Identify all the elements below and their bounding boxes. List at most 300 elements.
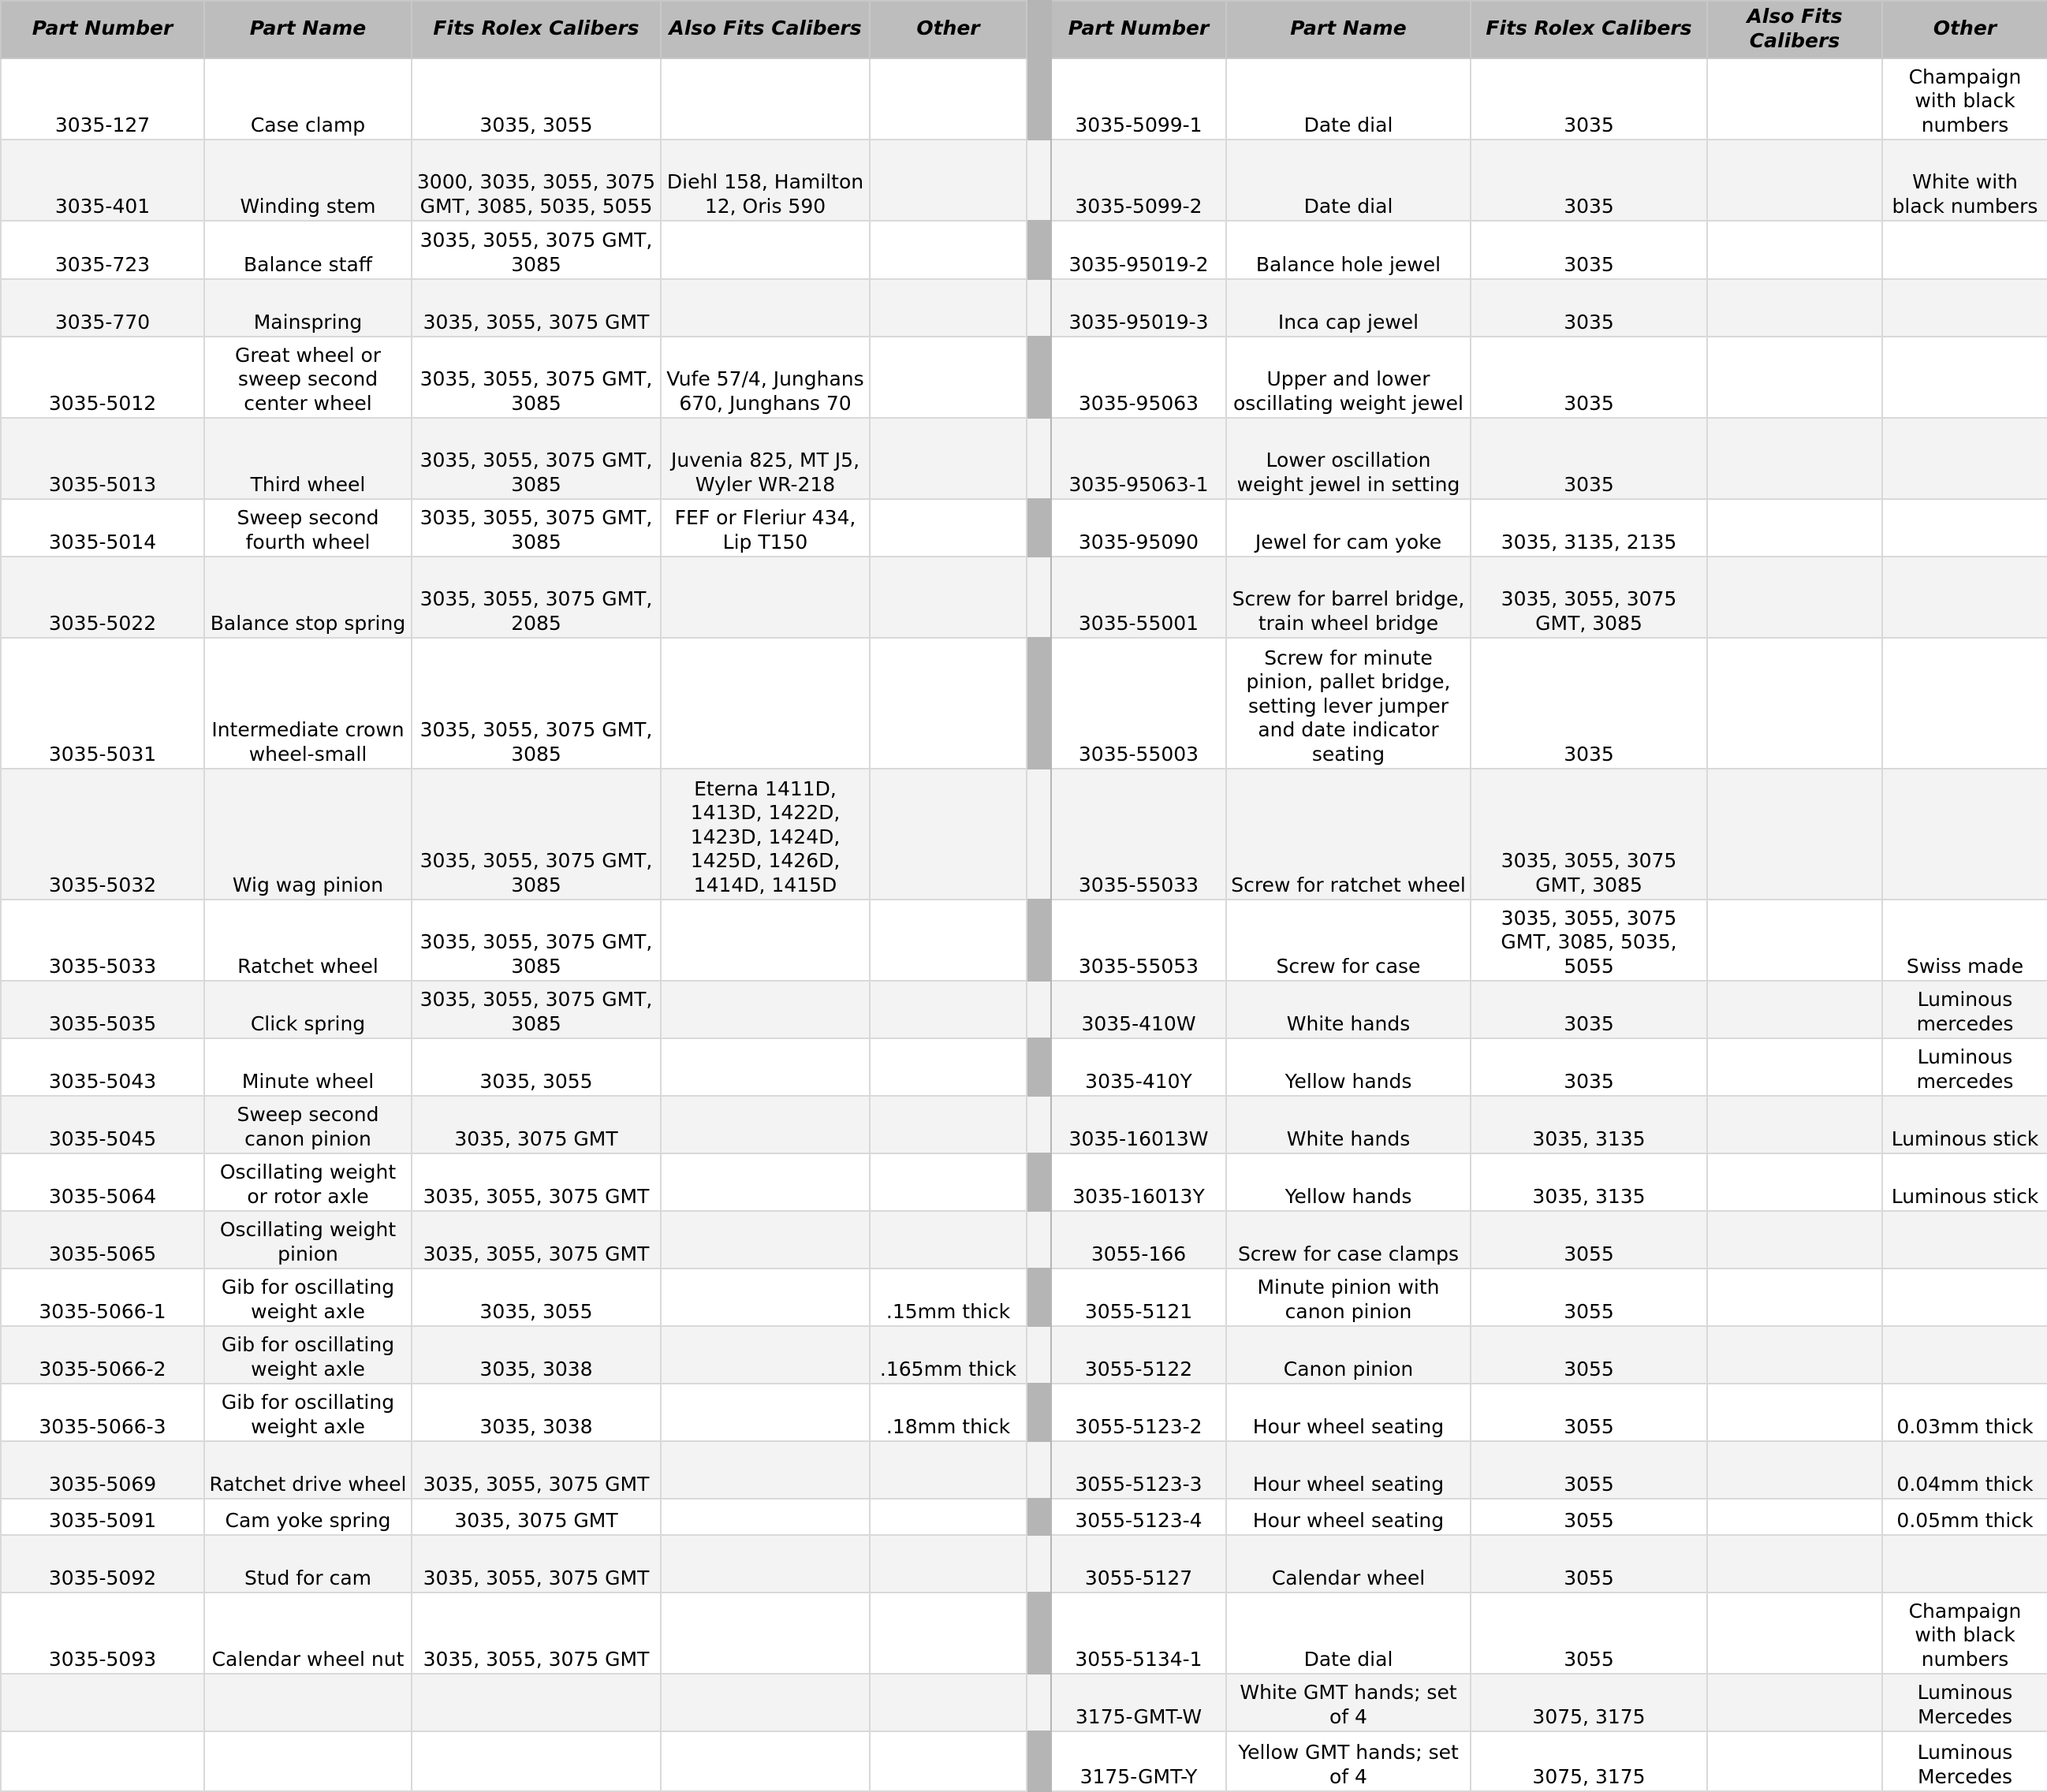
left-cell-also-fits-calibers[interactable]: FEF or Fleriur 434, Lip T150 [661, 499, 870, 557]
left-cell-part-number[interactable]: 3035-5022 [1, 557, 204, 638]
left-cell-fits-rolex-calibers[interactable]: 3035, 3055, 3075 GMT [412, 279, 661, 337]
right-cell-also-fits-calibers[interactable] [1707, 1535, 1882, 1593]
right-cell-fits-rolex-calibers[interactable]: 3055 [1471, 1499, 1707, 1535]
left-cell-fits-rolex-calibers[interactable]: 3035, 3055, 3075 GMT, 3085 [412, 337, 661, 418]
left-header-other[interactable]: Other [870, 1, 1027, 58]
left-cell-part-name[interactable]: Stud for cam [204, 1535, 412, 1593]
left-cell-part-number[interactable]: 3035-5043 [1, 1038, 204, 1096]
right-cell-fits-rolex-calibers[interactable]: 3055 [1471, 1269, 1707, 1326]
right-cell-part-name[interactable]: Inca cap jewel [1226, 279, 1471, 337]
right-cell-part-number[interactable]: 3035-55033 [1051, 769, 1226, 900]
left-cell-also-fits-calibers[interactable] [661, 1731, 870, 1791]
left-cell-part-name[interactable]: Great wheel or sweep second center wheel [204, 337, 412, 418]
right-cell-also-fits-calibers[interactable] [1707, 140, 1882, 221]
right-cell-fits-rolex-calibers[interactable]: 3035 [1471, 418, 1707, 499]
left-cell-also-fits-calibers[interactable] [661, 1269, 870, 1326]
left-cell-part-number[interactable]: 3035-5014 [1, 499, 204, 557]
right-cell-also-fits-calibers[interactable] [1707, 1269, 1882, 1326]
right-cell-part-name[interactable]: Hour wheel seating [1226, 1441, 1471, 1499]
column-gutter [1027, 557, 1051, 638]
right-cell-part-name[interactable]: Yellow GMT hands; set of 4 [1226, 1731, 1471, 1791]
left-cell-other[interactable] [870, 337, 1027, 418]
column-gutter [1027, 981, 1051, 1038]
left-cell-part-number[interactable]: 3035-5045 [1, 1096, 204, 1153]
right-cell-part-number[interactable]: 3055-5134-1 [1051, 1593, 1226, 1674]
column-gutter [1027, 499, 1051, 557]
right-cell-fits-rolex-calibers[interactable]: 3035 [1471, 337, 1707, 418]
right-cell-part-number[interactable]: 3055-5127 [1051, 1535, 1226, 1593]
right-cell-fits-rolex-calibers[interactable]: 3035, 3055, 3075 GMT, 3085 [1471, 769, 1707, 900]
right-cell-other[interactable]: 0.04mm thick [1882, 1441, 2047, 1499]
right-cell-other[interactable] [1882, 221, 2047, 279]
column-gutter [1027, 769, 1051, 900]
right-cell-also-fits-calibers[interactable] [1707, 279, 1882, 337]
column-gutter [1027, 1731, 1051, 1791]
left-cell-other[interactable]: .165mm thick [870, 1326, 1027, 1384]
left-cell-also-fits-calibers[interactable] [661, 557, 870, 638]
right-cell-part-name[interactable]: Screw for minute pinion, pallet bridge, setting lever jumper and date indicator seating [1226, 638, 1471, 769]
left-cell-fits-rolex-calibers[interactable] [412, 1674, 661, 1731]
right-cell-fits-rolex-calibers[interactable]: 3035, 3135, 2135 [1471, 499, 1707, 557]
left-cell-part-number[interactable]: 3035-5092 [1, 1535, 204, 1593]
left-cell-other[interactable] [870, 769, 1027, 900]
left-cell-also-fits-calibers[interactable] [661, 1535, 870, 1593]
left-cell-part-name[interactable] [204, 1674, 412, 1731]
left-cell-part-number[interactable]: 3035-5033 [1, 900, 204, 981]
left-cell-fits-rolex-calibers[interactable]: 3035, 3055, 3075 GMT [412, 1535, 661, 1593]
column-gutter [1027, 1, 1051, 58]
left-cell-other[interactable] [870, 1096, 1027, 1153]
right-cell-also-fits-calibers[interactable] [1707, 557, 1882, 638]
right-cell-part-number[interactable]: 3035-55053 [1051, 900, 1226, 981]
left-cell-part-name[interactable]: Wig wag pinion [204, 769, 412, 900]
right-cell-fits-rolex-calibers[interactable]: 3055 [1471, 1211, 1707, 1269]
left-cell-also-fits-calibers[interactable] [661, 981, 870, 1038]
right-cell-also-fits-calibers[interactable] [1707, 1326, 1882, 1384]
left-cell-part-number[interactable]: 3035-5093 [1, 1593, 204, 1674]
left-cell-other[interactable] [870, 557, 1027, 638]
left-cell-fits-rolex-calibers[interactable]: 3035, 3055, 3075 GMT, 3085 [412, 418, 661, 499]
right-cell-part-name[interactable]: Yellow hands [1226, 1038, 1471, 1096]
right-cell-fits-rolex-calibers[interactable]: 3035 [1471, 140, 1707, 221]
left-cell-other[interactable] [870, 221, 1027, 279]
left-cell-fits-rolex-calibers[interactable]: 3035, 3055, 3075 GMT [412, 1593, 661, 1674]
right-cell-part-number[interactable]: 3035-410W [1051, 981, 1226, 1038]
left-cell-other[interactable] [870, 981, 1027, 1038]
right-cell-other[interactable] [1882, 1211, 2047, 1269]
right-cell-fits-rolex-calibers[interactable]: 3055 [1471, 1593, 1707, 1674]
left-cell-part-name[interactable]: Sweep second canon pinion [204, 1096, 412, 1153]
left-cell-other[interactable] [870, 1211, 1027, 1269]
table-row [1, 638, 2047, 769]
table-row [1, 557, 2047, 638]
left-cell-also-fits-calibers[interactable]: Juvenia 825, MT J5, Wyler WR-218 [661, 418, 870, 499]
right-cell-fits-rolex-calibers[interactable]: 3035, 3055, 3075 GMT, 3085, 5035, 5055 [1471, 900, 1707, 981]
left-cell-fits-rolex-calibers[interactable]: 3035, 3055, 3075 GMT, 3085 [412, 638, 661, 769]
left-cell-fits-rolex-calibers[interactable]: 3035, 3055, 3075 GMT, 2085 [412, 557, 661, 638]
left-cell-also-fits-calibers[interactable] [661, 1326, 870, 1384]
left-cell-also-fits-calibers[interactable] [661, 638, 870, 769]
right-cell-fits-rolex-calibers[interactable]: 3075, 3175 [1471, 1731, 1707, 1791]
left-header-part-name[interactable]: Part Name [204, 1, 412, 58]
left-cell-part-name[interactable]: Gib for oscillating weight axle [204, 1326, 412, 1384]
left-cell-fits-rolex-calibers[interactable]: 3035, 3055, 3075 GMT, 3085 [412, 499, 661, 557]
right-cell-part-name[interactable]: Yellow hands [1226, 1153, 1471, 1211]
right-cell-fits-rolex-calibers[interactable]: 3035 [1471, 221, 1707, 279]
right-cell-part-name[interactable]: Minute pinion with canon pinion [1226, 1269, 1471, 1326]
right-header-part-number[interactable]: Part Number [1051, 1, 1226, 58]
left-cell-also-fits-calibers[interactable] [661, 1384, 870, 1441]
column-gutter [1027, 900, 1051, 981]
right-cell-part-name[interactable]: Date dial [1226, 140, 1471, 221]
left-cell-part-number[interactable]: 3035-401 [1, 140, 204, 221]
right-cell-other[interactable] [1882, 418, 2047, 499]
right-cell-part-number[interactable]: 3035-95090 [1051, 499, 1226, 557]
right-cell-fits-rolex-calibers[interactable]: 3035 [1471, 638, 1707, 769]
left-cell-part-number[interactable] [1, 1674, 204, 1731]
left-cell-other[interactable] [870, 900, 1027, 981]
right-cell-part-number[interactable]: 3175-GMT-W [1051, 1674, 1226, 1731]
right-cell-part-number[interactable]: 3055-5123-3 [1051, 1441, 1226, 1499]
right-cell-fits-rolex-calibers[interactable]: 3035, 3135 [1471, 1096, 1707, 1153]
left-cell-fits-rolex-calibers[interactable]: 3035, 3055, 3075 GMT, 3085 [412, 769, 661, 900]
right-cell-part-number[interactable]: 3055-5122 [1051, 1326, 1226, 1384]
right-cell-other[interactable] [1882, 1269, 2047, 1326]
left-cell-part-name[interactable]: Balance staff [204, 221, 412, 279]
right-cell-other[interactable] [1882, 337, 2047, 418]
right-cell-part-number[interactable]: 3035-5099-1 [1051, 58, 1226, 140]
left-cell-part-number[interactable]: 3035-5064 [1, 1153, 204, 1211]
right-cell-also-fits-calibers[interactable] [1707, 900, 1882, 981]
right-cell-other[interactable]: White with black numbers [1882, 140, 2047, 221]
column-gutter [1027, 1674, 1051, 1731]
left-cell-fits-rolex-calibers[interactable]: 3035, 3075 GMT [412, 1096, 661, 1153]
right-cell-fits-rolex-calibers[interactable]: 3055 [1471, 1326, 1707, 1384]
left-cell-fits-rolex-calibers[interactable]: 3035, 3055, 3075 GMT, 3085 [412, 221, 661, 279]
left-cell-other[interactable] [870, 58, 1027, 140]
right-cell-part-number[interactable]: 3035-95019-3 [1051, 279, 1226, 337]
left-cell-also-fits-calibers[interactable] [661, 1096, 870, 1153]
right-cell-part-number[interactable]: 3055-5123-4 [1051, 1499, 1226, 1535]
right-cell-other[interactable]: Swiss made [1882, 900, 2047, 981]
left-cell-part-name[interactable]: Case clamp [204, 58, 412, 140]
left-cell-fits-rolex-calibers[interactable]: 3035, 3055, 3075 GMT [412, 1153, 661, 1211]
left-cell-other[interactable] [870, 1731, 1027, 1791]
right-cell-other[interactable]: Luminous mercedes [1882, 981, 2047, 1038]
table-row [1, 221, 2047, 279]
right-cell-also-fits-calibers[interactable] [1707, 1731, 1882, 1791]
column-gutter [1027, 279, 1051, 337]
right-cell-part-name[interactable]: White hands [1226, 1096, 1471, 1153]
left-cell-part-number[interactable]: 3035-723 [1, 221, 204, 279]
left-cell-also-fits-calibers[interactable] [661, 221, 870, 279]
table-row [1, 418, 2047, 499]
right-cell-other[interactable] [1882, 638, 2047, 769]
right-cell-other[interactable]: Luminous stick [1882, 1096, 2047, 1153]
table-row [1, 1731, 2047, 1791]
left-cell-part-name[interactable]: Mainspring [204, 279, 412, 337]
table-row [1, 1441, 2047, 1499]
left-cell-other[interactable] [870, 1153, 1027, 1211]
left-header-also-fits-calibers[interactable]: Also Fits Calibers [661, 1, 870, 58]
right-cell-also-fits-calibers[interactable] [1707, 1153, 1882, 1211]
column-gutter [1027, 1499, 1051, 1535]
left-cell-fits-rolex-calibers[interactable] [412, 1731, 661, 1791]
left-cell-part-number[interactable]: 3035-5069 [1, 1441, 204, 1499]
right-cell-also-fits-calibers[interactable] [1707, 418, 1882, 499]
right-cell-also-fits-calibers[interactable] [1707, 638, 1882, 769]
right-cell-other[interactable]: Luminous Mercedes [1882, 1731, 2047, 1791]
left-cell-part-name[interactable]: Oscillating weight pinion [204, 1211, 412, 1269]
right-cell-part-name[interactable]: Date dial [1226, 1593, 1471, 1674]
right-cell-fits-rolex-calibers[interactable]: 3075, 3175 [1471, 1674, 1707, 1731]
left-cell-part-number[interactable] [1, 1731, 204, 1791]
left-cell-other[interactable] [870, 1674, 1027, 1731]
right-cell-part-number[interactable]: 3055-166 [1051, 1211, 1226, 1269]
right-cell-fits-rolex-calibers[interactable]: 3035, 3135 [1471, 1153, 1707, 1211]
left-cell-part-number[interactable]: 3035-5032 [1, 769, 204, 900]
right-cell-fits-rolex-calibers[interactable]: 3035 [1471, 58, 1707, 140]
column-gutter [1027, 140, 1051, 221]
right-cell-other[interactable]: Luminous Mercedes [1882, 1674, 2047, 1731]
right-cell-part-number[interactable]: 3035-95019-2 [1051, 221, 1226, 279]
left-cell-part-name[interactable]: Balance stop spring [204, 557, 412, 638]
left-cell-also-fits-calibers[interactable] [661, 1593, 870, 1674]
left-cell-other[interactable]: .18mm thick [870, 1384, 1027, 1441]
column-gutter [1027, 1211, 1051, 1269]
left-cell-part-name[interactable]: Ratchet wheel [204, 900, 412, 981]
right-cell-also-fits-calibers[interactable] [1707, 1384, 1882, 1441]
left-cell-also-fits-calibers[interactable] [661, 1674, 870, 1731]
left-cell-also-fits-calibers[interactable] [661, 1441, 870, 1499]
left-cell-part-name[interactable]: Click spring [204, 981, 412, 1038]
right-cell-also-fits-calibers[interactable] [1707, 1674, 1882, 1731]
left-cell-fits-rolex-calibers[interactable]: 3035, 3055, 3075 GMT, 3085 [412, 981, 661, 1038]
right-cell-part-number[interactable]: 3055-5121 [1051, 1269, 1226, 1326]
left-cell-fits-rolex-calibers[interactable]: 3035, 3055 [412, 1038, 661, 1096]
left-cell-fits-rolex-calibers[interactable]: 3000, 3035, 3055, 3075 GMT, 3085, 5035, 5055 [412, 140, 661, 221]
column-gutter [1027, 1038, 1051, 1096]
column-gutter [1027, 1096, 1051, 1153]
left-cell-other[interactable] [870, 1593, 1027, 1674]
left-cell-other[interactable] [870, 638, 1027, 769]
left-cell-fits-rolex-calibers[interactable]: 3035, 3055, 3075 GMT, 3085 [412, 900, 661, 981]
right-cell-part-number[interactable]: 3035-95063-1 [1051, 418, 1226, 499]
left-cell-also-fits-calibers[interactable]: Vufe 57/4, Junghans 670, Junghans 70 [661, 337, 870, 418]
left-cell-also-fits-calibers[interactable] [661, 1211, 870, 1269]
right-cell-part-number[interactable]: 3035-95063 [1051, 337, 1226, 418]
left-header-fits-rolex-calibers[interactable]: Fits Rolex Calibers [412, 1, 661, 58]
table-row [1, 1038, 2047, 1096]
left-cell-part-name[interactable]: Oscillating weight or rotor axle [204, 1153, 412, 1211]
right-cell-other[interactable] [1882, 769, 2047, 900]
table-row [1, 1153, 2047, 1211]
right-cell-fits-rolex-calibers[interactable]: 3035 [1471, 981, 1707, 1038]
left-cell-part-name[interactable]: Cam yoke spring [204, 1499, 412, 1535]
right-cell-part-name[interactable]: Screw for case [1226, 900, 1471, 981]
right-cell-part-name[interactable]: Jewel for cam yoke [1226, 499, 1471, 557]
right-header-fits-rolex-calibers[interactable]: Fits Rolex Calibers [1471, 1, 1707, 58]
left-cell-part-name[interactable]: Gib for oscillating weight axle [204, 1384, 412, 1441]
left-cell-also-fits-calibers[interactable] [661, 1153, 870, 1211]
right-cell-part-name[interactable]: Balance hole jewel [1226, 221, 1471, 279]
left-cell-also-fits-calibers[interactable] [661, 1499, 870, 1535]
left-cell-fits-rolex-calibers[interactable]: 3035, 3055 [412, 58, 661, 140]
left-cell-also-fits-calibers[interactable]: Diehl 158, Hamilton 12, Oris 590 [661, 140, 870, 221]
left-cell-part-number[interactable]: 3035-5012 [1, 337, 204, 418]
table-row [1, 981, 2047, 1038]
right-cell-fits-rolex-calibers[interactable]: 3055 [1471, 1441, 1707, 1499]
table-row [1, 1499, 2047, 1535]
left-cell-other[interactable] [870, 1535, 1027, 1593]
right-cell-fits-rolex-calibers[interactable]: 3035, 3055, 3075 GMT, 3085 [1471, 557, 1707, 638]
left-cell-other[interactable] [870, 1441, 1027, 1499]
right-cell-also-fits-calibers[interactable] [1707, 981, 1882, 1038]
right-cell-fits-rolex-calibers[interactable]: 3035 [1471, 1038, 1707, 1096]
left-cell-part-name[interactable]: Winding stem [204, 140, 412, 221]
right-cell-also-fits-calibers[interactable] [1707, 1038, 1882, 1096]
table-row [1, 140, 2047, 221]
left-cell-also-fits-calibers[interactable] [661, 58, 870, 140]
left-cell-other[interactable]: .15mm thick [870, 1269, 1027, 1326]
right-cell-other[interactable] [1882, 499, 2047, 557]
left-cell-other[interactable] [870, 140, 1027, 221]
left-cell-part-name[interactable]: Sweep second fourth wheel [204, 499, 412, 557]
right-cell-other[interactable]: Champaign with black numbers [1882, 58, 2047, 140]
right-cell-part-name[interactable]: Date dial [1226, 58, 1471, 140]
left-cell-part-number[interactable]: 3035-127 [1, 58, 204, 140]
right-cell-also-fits-calibers[interactable] [1707, 1441, 1882, 1499]
right-cell-also-fits-calibers[interactable] [1707, 221, 1882, 279]
left-cell-fits-rolex-calibers[interactable]: 3035, 3055, 3075 GMT [412, 1441, 661, 1499]
right-cell-part-name[interactable]: Screw for case clamps [1226, 1211, 1471, 1269]
right-header-also-fits-calibers[interactable]: Also Fits Calibers [1707, 1, 1882, 58]
left-cell-part-number[interactable]: 3035-5065 [1, 1211, 204, 1269]
left-cell-other[interactable] [870, 499, 1027, 557]
left-cell-part-name[interactable] [204, 1731, 412, 1791]
right-cell-also-fits-calibers[interactable] [1707, 1211, 1882, 1269]
table-row [1, 1269, 2047, 1326]
right-cell-fits-rolex-calibers[interactable]: 3035 [1471, 279, 1707, 337]
left-cell-fits-rolex-calibers[interactable]: 3035, 3055, 3075 GMT [412, 1211, 661, 1269]
right-cell-part-number[interactable]: 3035-55003 [1051, 638, 1226, 769]
right-cell-also-fits-calibers[interactable] [1707, 1096, 1882, 1153]
table-row [1, 279, 2047, 337]
right-cell-part-name[interactable]: White hands [1226, 981, 1471, 1038]
left-cell-other[interactable] [870, 279, 1027, 337]
left-cell-also-fits-calibers[interactable] [661, 279, 870, 337]
right-cell-other[interactable]: 0.03mm thick [1882, 1384, 2047, 1441]
right-cell-other[interactable]: Champaign with black numbers [1882, 1593, 2047, 1674]
column-gutter [1027, 337, 1051, 418]
column-gutter [1027, 1269, 1051, 1326]
table-row [1, 1593, 2047, 1674]
right-cell-other[interactable] [1882, 1535, 2047, 1593]
left-cell-part-number[interactable]: 3035-5066-1 [1, 1269, 204, 1326]
left-cell-fits-rolex-calibers[interactable]: 3035, 3038 [412, 1384, 661, 1441]
column-gutter [1027, 1384, 1051, 1441]
left-cell-part-name[interactable]: Ratchet drive wheel [204, 1441, 412, 1499]
left-cell-part-name[interactable]: Gib for oscillating weight axle [204, 1269, 412, 1326]
right-cell-part-name[interactable]: Calendar wheel [1226, 1535, 1471, 1593]
right-cell-part-name[interactable]: Hour wheel seating [1226, 1384, 1471, 1441]
left-cell-also-fits-calibers[interactable]: Eterna 1411D, 1413D, 1422D, 1423D, 1424D, 1425D, 1426D, 1414D, 1415D [661, 769, 870, 900]
right-cell-fits-rolex-calibers[interactable]: 3055 [1471, 1384, 1707, 1441]
right-header-other[interactable]: Other [1882, 1, 2047, 58]
right-cell-also-fits-calibers[interactable] [1707, 58, 1882, 140]
right-cell-also-fits-calibers[interactable] [1707, 337, 1882, 418]
right-cell-other[interactable]: Luminous stick [1882, 1153, 2047, 1211]
right-cell-part-name[interactable]: Canon pinion [1226, 1326, 1471, 1384]
right-cell-also-fits-calibers[interactable] [1707, 1593, 1882, 1674]
left-cell-other[interactable] [870, 418, 1027, 499]
right-cell-other[interactable] [1882, 279, 2047, 337]
column-gutter [1027, 221, 1051, 279]
left-cell-part-number[interactable]: 3035-5013 [1, 418, 204, 499]
column-gutter [1027, 1535, 1051, 1593]
table-row [1, 1326, 2047, 1384]
right-cell-other[interactable]: 0.05mm thick [1882, 1499, 2047, 1535]
left-cell-part-name[interactable]: Calendar wheel nut [204, 1593, 412, 1674]
left-cell-part-number[interactable]: 3035-5066-2 [1, 1326, 204, 1384]
left-cell-part-number[interactable]: 3035-770 [1, 279, 204, 337]
right-cell-part-name[interactable]: White GMT hands; set of 4 [1226, 1674, 1471, 1731]
table-row [1, 58, 2047, 140]
right-cell-part-number[interactable]: 3175-GMT-Y [1051, 1731, 1226, 1791]
left-header-part-number[interactable]: Part Number [1, 1, 204, 58]
right-cell-part-name[interactable]: Lower oscillation weight jewel in setting [1226, 418, 1471, 499]
right-cell-also-fits-calibers[interactable] [1707, 769, 1882, 900]
left-cell-other[interactable] [870, 1499, 1027, 1535]
table-row [1, 769, 2047, 900]
right-cell-also-fits-calibers[interactable] [1707, 1499, 1882, 1535]
right-cell-part-name[interactable]: Screw for barrel bridge, train wheel bridge [1226, 557, 1471, 638]
right-cell-other[interactable] [1882, 1326, 2047, 1384]
right-cell-part-number[interactable]: 3035-55001 [1051, 557, 1226, 638]
left-cell-also-fits-calibers[interactable] [661, 900, 870, 981]
table-row [1, 900, 2047, 981]
left-cell-part-name[interactable]: Intermediate crown wheel-small [204, 638, 412, 769]
left-cell-part-number[interactable]: 3035-5066-3 [1, 1384, 204, 1441]
right-cell-part-number[interactable]: 3055-5123-2 [1051, 1384, 1226, 1441]
right-cell-part-number[interactable]: 3035-410Y [1051, 1038, 1226, 1096]
left-cell-part-number[interactable]: 3035-5035 [1, 981, 204, 1038]
left-cell-other[interactable] [870, 1038, 1027, 1096]
right-cell-part-name[interactable]: Upper and lower oscillating weight jewel [1226, 337, 1471, 418]
right-cell-part-number[interactable]: 3035-5099-2 [1051, 140, 1226, 221]
left-cell-also-fits-calibers[interactable] [661, 1038, 870, 1096]
right-header-part-name[interactable]: Part Name [1226, 1, 1471, 58]
left-cell-part-name[interactable]: Third wheel [204, 418, 412, 499]
column-gutter [1027, 58, 1051, 140]
right-cell-part-name[interactable]: Hour wheel seating [1226, 1499, 1471, 1535]
left-cell-part-name[interactable]: Minute wheel [204, 1038, 412, 1096]
left-cell-part-number[interactable]: 3035-5031 [1, 638, 204, 769]
right-cell-other[interactable] [1882, 557, 2047, 638]
left-cell-fits-rolex-calibers[interactable]: 3035, 3075 GMT [412, 1499, 661, 1535]
left-cell-fits-rolex-calibers[interactable]: 3035, 3055 [412, 1269, 661, 1326]
right-cell-fits-rolex-calibers[interactable]: 3055 [1471, 1535, 1707, 1593]
right-cell-also-fits-calibers[interactable] [1707, 499, 1882, 557]
right-cell-part-number[interactable]: 3035-16013W [1051, 1096, 1226, 1153]
left-cell-fits-rolex-calibers[interactable]: 3035, 3038 [412, 1326, 661, 1384]
left-cell-part-number[interactable]: 3035-5091 [1, 1499, 204, 1535]
right-cell-part-number[interactable]: 3035-16013Y [1051, 1153, 1226, 1211]
column-gutter [1027, 638, 1051, 769]
right-cell-part-name[interactable]: Screw for ratchet wheel [1226, 769, 1471, 900]
table-row [1, 1674, 2047, 1731]
right-cell-other[interactable]: Luminous mercedes [1882, 1038, 2047, 1096]
